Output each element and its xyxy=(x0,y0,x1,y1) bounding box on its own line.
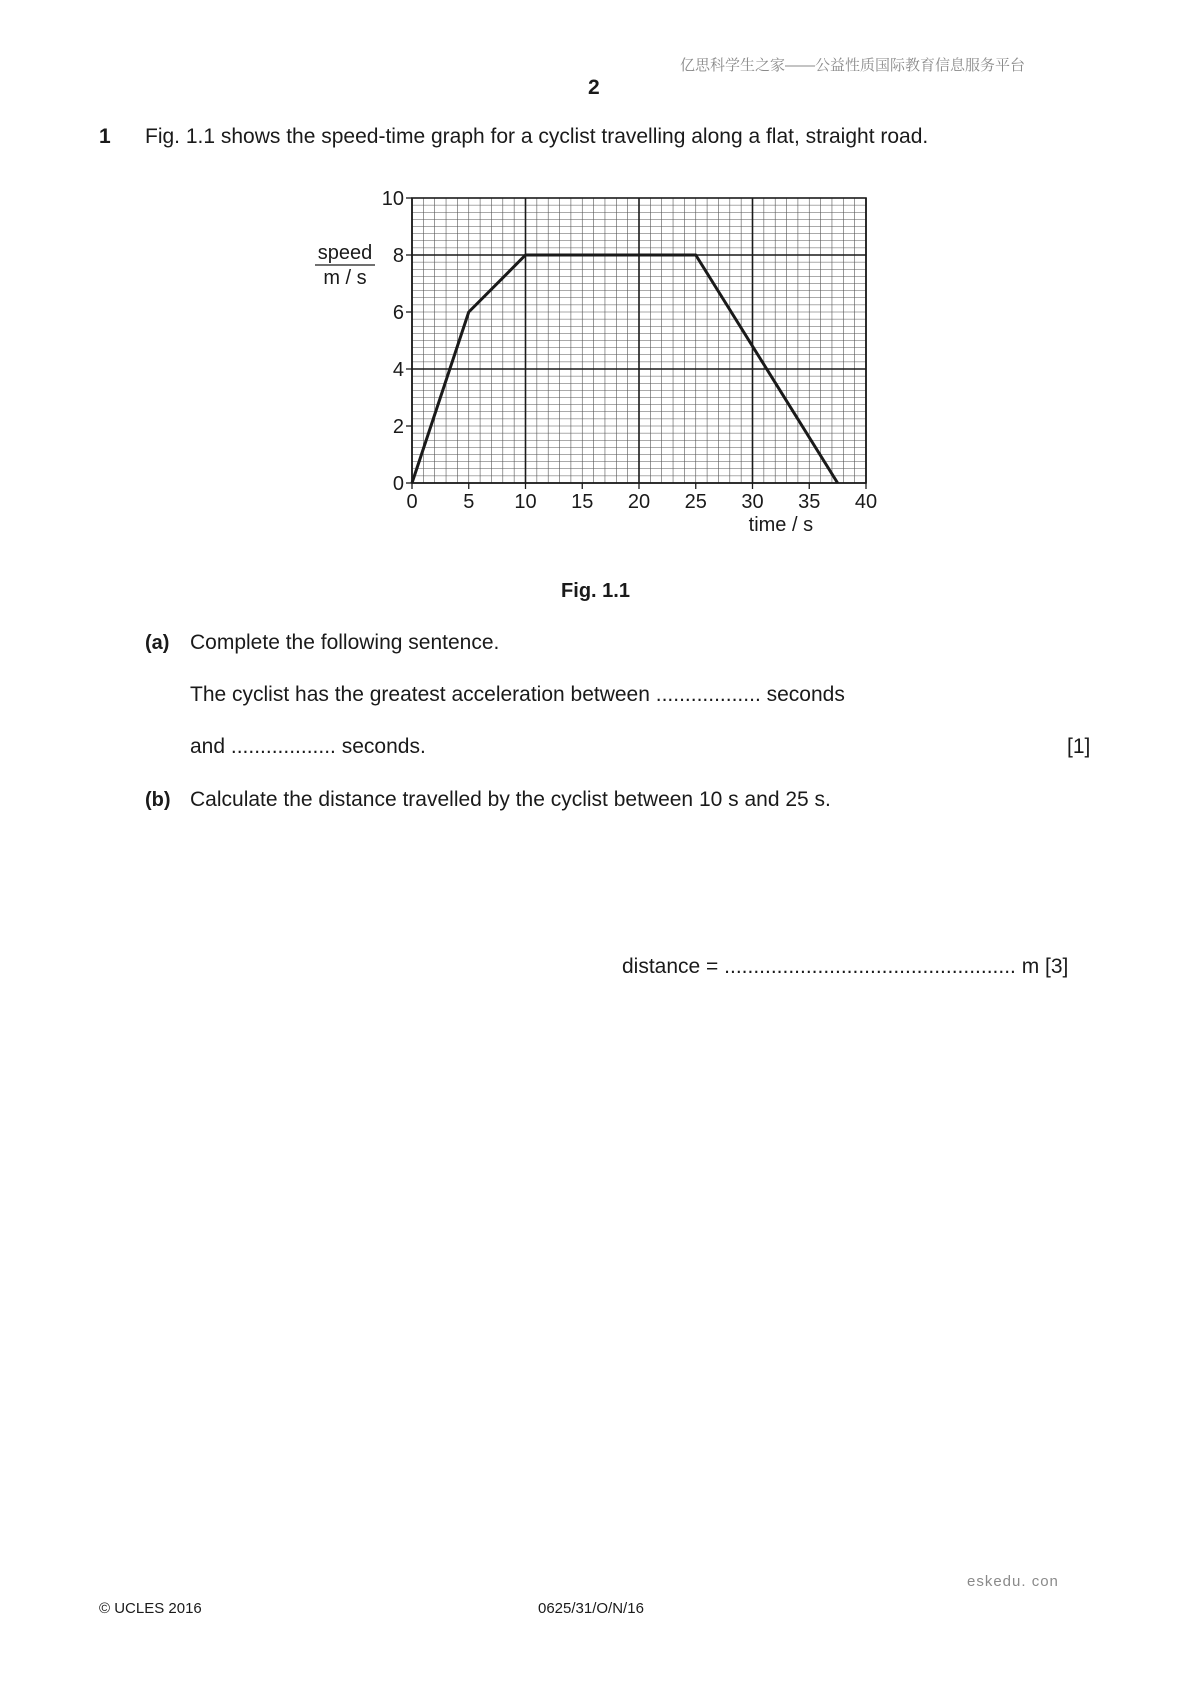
y-tick-label: 4 xyxy=(392,359,404,381)
speed-time-graph xyxy=(300,180,878,536)
page-number: 2 xyxy=(588,76,600,99)
footer-copyright: © UCLES 2016 xyxy=(99,1600,202,1617)
part-b-instruction: Calculate the distance travelled by the cyclist between 10 s and 25 s. xyxy=(190,788,831,811)
part-a-label: (a) xyxy=(145,632,170,654)
distance-answer-line: distance = .................................................. m [3] xyxy=(622,955,1069,978)
y-tick-label: 10 xyxy=(381,188,404,210)
x-tick-label: 30 xyxy=(741,491,764,513)
part-a-sentence-line2: and .................. seconds. xyxy=(190,735,426,758)
question-number: 1 xyxy=(99,125,111,148)
watermark-top: 亿思科学生之家——公益性质国际教育信息服务平台 xyxy=(680,57,1026,74)
y-tick-label: 6 xyxy=(392,302,404,324)
y-tick-label: 0 xyxy=(392,473,404,495)
y-axis-label-top: speed xyxy=(317,242,373,264)
x-tick-label: 40 xyxy=(854,491,878,513)
axis-ticks xyxy=(406,198,866,489)
x-tick-label: 25 xyxy=(684,491,707,513)
watermark-bottom: eskedu. con xyxy=(967,1573,1059,1590)
y-tick-labels xyxy=(382,188,404,495)
x-tick-label: 5 xyxy=(463,491,475,513)
x-tick-labels xyxy=(406,491,877,513)
y-tick-label: 8 xyxy=(392,245,404,267)
footer-code: 0625/31/O/N/16 xyxy=(538,1600,644,1617)
x-tick-label: 0 xyxy=(406,491,418,513)
part-a-sentence-line1: The cyclist has the greatest acceleration between .................. seconds xyxy=(190,683,845,706)
figure-caption: Fig. 1.1 xyxy=(561,580,630,602)
question-text: Fig. 1.1 shows the speed-time graph for a cyclist travelling along a flat, straight road. xyxy=(145,125,929,148)
x-axis-label: time / s xyxy=(748,514,814,536)
x-tick-label: 10 xyxy=(514,491,537,513)
y-axis-label-bottom: m / s xyxy=(323,267,367,289)
part-a-instruction: Complete the following sentence. xyxy=(190,631,500,654)
y-tick-label: 2 xyxy=(392,416,404,438)
x-tick-label: 15 xyxy=(571,491,594,513)
part-b-label: (b) xyxy=(145,789,171,811)
x-tick-label: 20 xyxy=(627,491,651,513)
x-tick-label: 35 xyxy=(798,491,821,513)
part-a-marks: [1] xyxy=(1067,735,1091,758)
